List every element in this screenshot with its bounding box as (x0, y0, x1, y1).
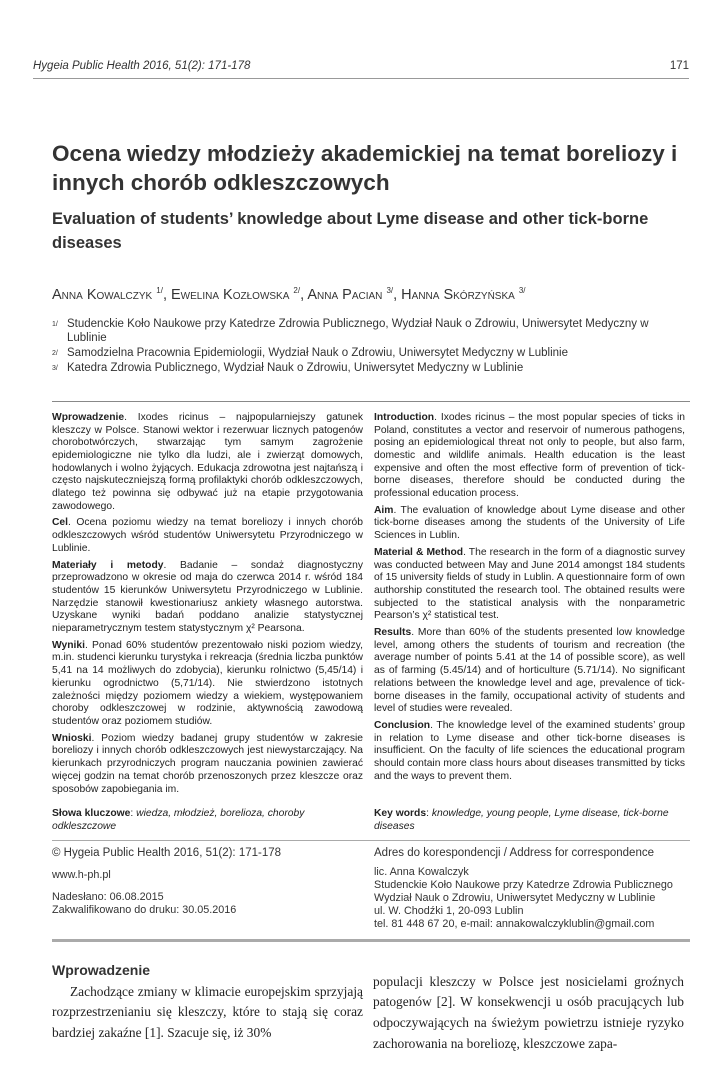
abstract-section (52, 517, 363, 555)
journal-citation: Hygeia Public Health 2016, 51(2): 171-178 (33, 60, 251, 72)
section-text: . The knowledge level of the examined students’ group in relation to Lyme disease and other tick-borne diseases is insufficient. On the faculty of life sciences the educational program should contain more class hours about diseases transmitted by ticks and the ways to prevent them. (374, 720, 685, 782)
affiliation-mark: 3/ (386, 286, 394, 295)
received-date: Nadesłano: 06.08.2015 (52, 890, 164, 903)
keywords-english: Key words: knowledge, young people, Lyme disease, tick-borne diseases (374, 808, 669, 832)
running-header (33, 60, 689, 79)
abstract-section (374, 547, 685, 623)
keywords-polish: Słowa kluczowe: wiedza, młodzież, borelioza, choroby odkleszczowe (52, 808, 305, 832)
keywords-label: Słowa kluczowe (52, 808, 131, 820)
section-text: . Poziom wiedzy badanej grupy studentów w zakresie boreliozy i innych chorób odkleszczowych jest niewystarczający. Na kierunkach przyrodniczych program nauczania powinien zawierać więcej godzin na temat chorób przenoszonych przez kleszcze oraz sposobów zapobiegania im. (52, 732, 363, 795)
section-text: . Ocena poziomu wiedzy na temat boreliozy i innych chorób odkleszczowych wśród studentów Uniwersytetu Przyrodniczego w Lublinie. (52, 517, 363, 554)
accepted-date: Zakwalifikowano do druku: 30.05.2016 (52, 903, 237, 916)
section-label: Aim (374, 504, 394, 516)
author-list: Anna Kowalczyk $^{1/}$, Ewelina Kozłowska $^{2/}$, Anna Pacian $^{3/}$, Hanna Skórzyńska $^{3/}$ (52, 286, 526, 303)
section-text: . Ixodes ricinus – najpopularniejszy gatunek kleszczy w Polsce. Stanowi wektor i rezerwuar licznych patogenów chorobotwórczych, stwarzając tym samym zagrożenie epidemiologiczne nie tylko dla ludzi, ale i zwierząt domowych, hodowlanych i wolno żyjących. Edukacja zdrowotna jest najtańszą i często najskuteczniejszą formą profilaktyki chorób odkleszczowych, dlatego też powinna się odbywać już na etapie przygotowania zawodowego. (52, 411, 363, 512)
abstract-section (52, 640, 363, 729)
section-label: Wnioski (52, 732, 92, 744)
section-text: . The research in the form of a diagnostic survey was conducted between May and June 2014 amongst 184 students of 15 university fields of study in Lublin. A questionnaire form of own authorship constituted the research tool. The obtained results were subjected to the statistical analysis with the nonparametric Pearson’s χ² statistical test. (374, 546, 685, 622)
abstract-section (374, 412, 685, 501)
abstract-section (374, 627, 685, 716)
affiliation-text: Katedra Zdrowia Publicznego, Wydział Nauk o Zdrowiu, Uniwersytet Medyczny w Lublinie (67, 362, 524, 375)
affiliation-text: Samodzielna Pracownia Epidemiologii, Wydział Nauk o Zdrowiu, Uniwersytet Medyczny w Lublinie (67, 346, 569, 359)
author: Ewelina Kozłowska (171, 286, 290, 303)
abstract (52, 401, 690, 840)
section-label: Conclusion (374, 720, 431, 731)
section-text: . Badanie – sondaż diagnostyczny przeprowadzono w okresie od maja do czerwca 2014 r. wśród 184 studentów 15 kierunków Uniwersytetu Przyrodniczego w Lublinie. Narzędzie stanowił kwestionariusz ankiety własnego autorstwa. Uzyskane wyniki badań poddano analizie statystycznej nieparametrycznym testem statystycznym χ² Pearsona. (52, 559, 363, 635)
body-column-right: populacji kleszczy w Polsce jest nosicielami groźnych patogenów [2]. W konsekwencji u osób pracujących lub odpoczywających na świeżym powietrzu istnieje ryzyko zachorowania na boreliozę, kleszczowe zapa- (373, 973, 684, 1051)
section-label: Wyniki (52, 639, 85, 651)
affiliation (52, 361, 682, 377)
abstract-english (374, 412, 685, 800)
section-text: . More than 60% of the students presented low knowledge level, among others the students of tourism and recreation (the average number of points 5.41 at the 14 of possible score), as well as of farming (5.45/14) and of horticulture (5.71/14). No significant relations between the knowledge level and age, prevalence of tick-borne diseases in the family, occupational activity of students and level of studies were revealed. (374, 627, 685, 715)
abstract-section (52, 560, 363, 636)
body-left (52, 962, 363, 1055)
affiliation-mark: 3/ (518, 286, 526, 295)
keywords-label: Key words (374, 808, 427, 820)
affiliation-number: 1/ (52, 320, 58, 328)
abstract-polish (52, 412, 363, 800)
abstract-section (52, 412, 363, 514)
website-link[interactable]: www.h-ph.pl (52, 868, 111, 881)
correspondence-line: Studenckie Koło Naukowe przy Katedrze Zdrowia Publicznego (374, 878, 673, 891)
publication-meta (52, 847, 363, 931)
article-body (52, 962, 690, 1055)
author: Anna Kowalczyk (52, 286, 153, 303)
article-subtitle: Evaluation of students’ knowledge about Lyme disease and other tick-borne diseases (52, 210, 649, 252)
section-label: Introduction (374, 411, 435, 423)
body-column-left: Zachodzące zmiany w klimacie europejskim sprzyjają rozprzestrzenianiu się kleszczy, które to stają się coraz bardziej zakaźne [1]. Szacuje się, iż 30% (52, 983, 363, 1041)
correspondence-heading: Adres do korespondencji / Address for correspondence (374, 846, 654, 859)
section-label: Cel (52, 517, 69, 529)
affiliation-mark: 1/ (156, 286, 163, 295)
page-number: 171 (669, 60, 689, 72)
affiliation-number: 2/ (52, 349, 58, 357)
publication-info (52, 840, 690, 942)
section-label: Material & Method (374, 546, 464, 558)
abstract-section (374, 720, 685, 784)
keywords-text: knowledge, young people, Lyme disease, tick-borne diseases (374, 808, 669, 832)
abstract-section (52, 733, 363, 797)
correspondence-line: Wydział Nauk o Zdrowiu, Uniwersytet Medyczny w Lublinie (374, 891, 656, 904)
abstract-section (374, 505, 685, 543)
affiliation (52, 317, 682, 346)
section-label: Wprowadzenie (52, 411, 125, 423)
section-text: . Ixodes ricinus – the most popular species of ticks in Poland, constitutes a vector and reservoir of numerous pathogens, posing an epidemiological threat not only to people, but also farm, domestic and wildlife animals. Health education is the least expensive and often the most effective form of prevention of tick-borne diseases, therefore should be conducted during the professional education process. (374, 411, 685, 500)
section-heading: Wprowadzenie (52, 961, 151, 978)
affiliation (52, 346, 682, 362)
affiliation-number: 3/ (52, 365, 58, 373)
affiliation-text: Studenckie Koło Naukowe przy Katedrze Zdrowia Publicznego, Wydział Nauk o Zdrowiu, Uniwersytet Medyczny w Lublinie (67, 317, 649, 345)
section-text: . The evaluation of knowledge about Lyme disease and other tick-borne diseases among the students of the University of Life Sciences in Lublin. (374, 504, 685, 542)
keywords-text: wiedza, młodzież, borelioza, choroby odkleszczowe (52, 808, 305, 832)
section-label: Results (374, 627, 412, 639)
section-text: . Ponad 60% studentów prezentowało niski poziom wiedzy, m.in. studenci kierunku turystyka i rekreacja (średnia liczba punktów 5,41 na 14 możliwych do zdobycia), kierunku rolnictwo (5,45/14) i kierunku ogrodnictwo (5,71/14). Nie stwierdzono istotnych zależności między poziomem wiedzy a wiekiem, występowaniem choroby odkleszczowej w rodzinie, aktywnością zawodową studentów oraz poziomem studiów. (52, 639, 363, 727)
section-label: Materiały i metody (52, 559, 164, 571)
author: Hanna Skórzyńska (401, 286, 515, 303)
affiliations (52, 317, 682, 377)
copyright: © Hygeia Public Health 2016, 51(2): 171-178 (52, 846, 282, 859)
correspondence (374, 847, 690, 931)
correspondence-email: tel. 81 448 67 20, e-mail: annakowalczyklublin@gmail.com (374, 917, 655, 930)
author: Anna Pacian (307, 286, 383, 303)
correspondence-line: ul. W. Chodźki 1, 20-093 Lublin (374, 904, 524, 917)
correspondence-line: lic. Anna Kowalczyk (374, 865, 469, 878)
article-title: Ocena wiedzy młodzieży akademickiej na temat boreliozy i innych chorób odkleszczowych (52, 141, 678, 195)
affiliation-mark: 2/ (293, 286, 301, 295)
